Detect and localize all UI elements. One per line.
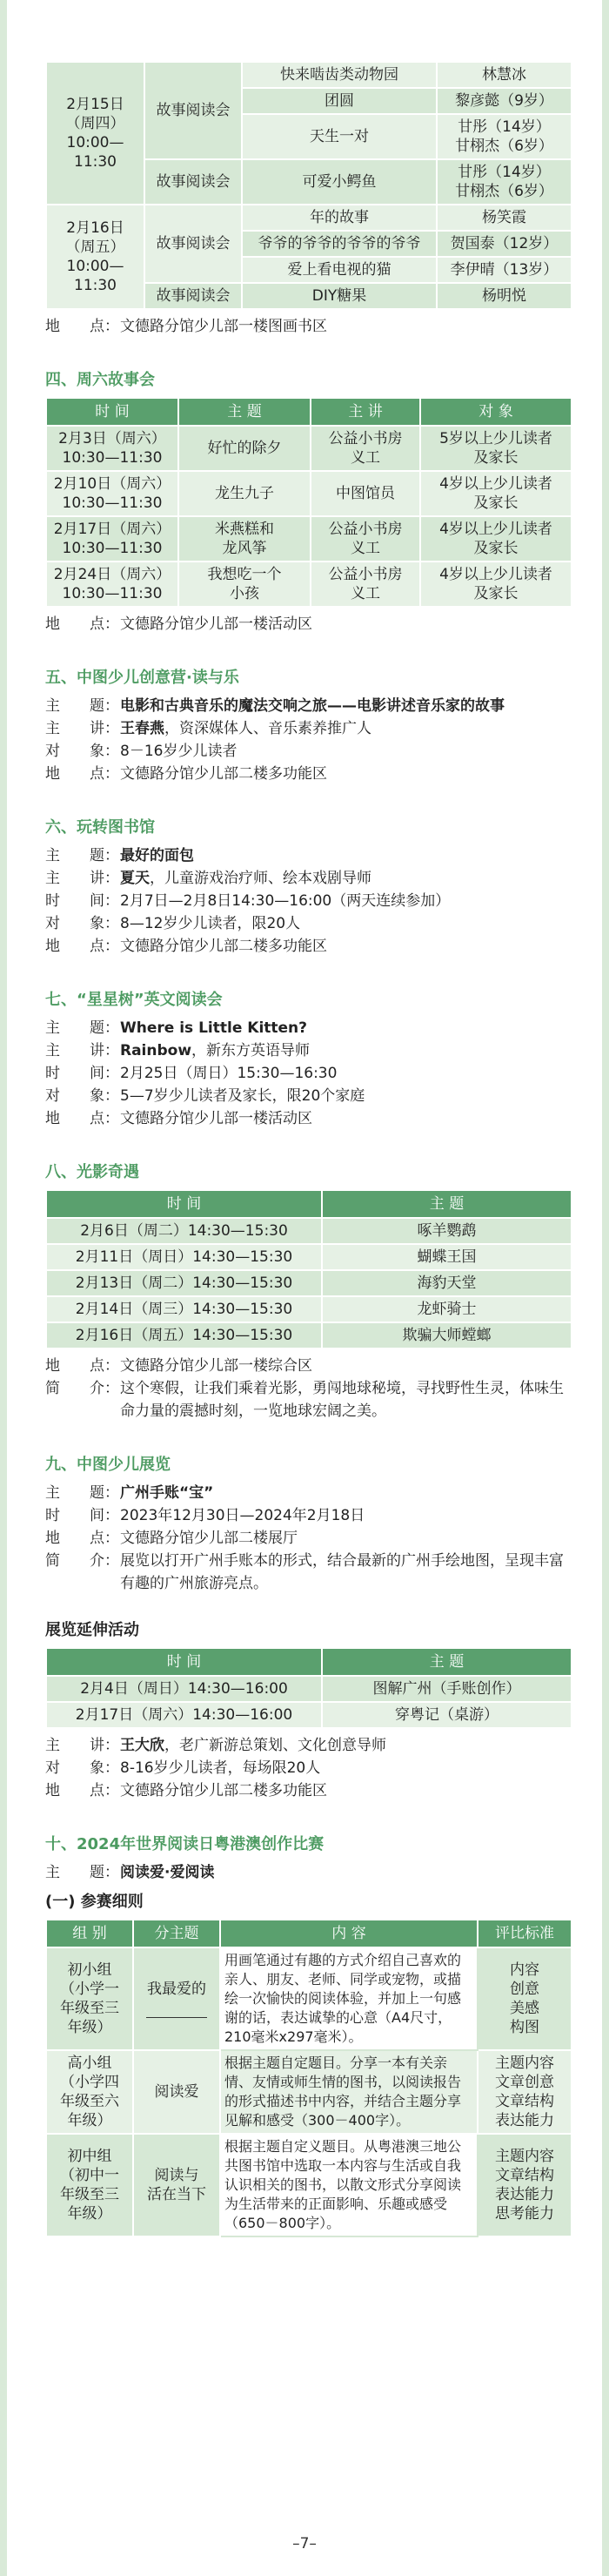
target-cell: 4岁以上少儿读者 及家长 (420, 471, 572, 516)
value: 最好的面包 (120, 847, 194, 864)
label: 主 题： (45, 1864, 119, 1881)
label: 地 点： (45, 615, 119, 633)
value: 文德路分馆少儿部一楼综合区 (120, 1357, 312, 1375)
label: 主 题： (45, 847, 119, 864)
time-cell: 2月6日（周二）14:30—15:30 (46, 1218, 322, 1244)
table-row (46, 2134, 572, 2236)
location-row (45, 1107, 571, 1130)
date-cell: 2月16日 （周五） 10:00—11:30 (46, 205, 144, 309)
label: 时 间： (45, 1507, 119, 1524)
value: 文德路分馆少儿部一楼图画书区 (120, 318, 327, 335)
book-cell: DIY糖果 (242, 283, 437, 309)
book-cell: 快来啮齿类动物园 (242, 62, 437, 88)
target-row (45, 912, 571, 935)
book-cell: 可爱小鳄鱼 (242, 159, 437, 205)
table-row (46, 471, 572, 516)
time-cell: 2月4日（周日）14:30—16:00 (46, 1676, 322, 1702)
criteria-cell: 主题内容 文章创意 文章结构 表达能力 (478, 2050, 572, 2134)
column-header: 评比标准 (478, 1920, 572, 1947)
value: 8-16岁少儿读者，每场限20人 (120, 1759, 321, 1777)
value: 文德路分馆少儿部二楼多功能区 (120, 938, 327, 955)
time-cell: 2月14日（周三）14:30—15:30 (46, 1296, 322, 1322)
label: 主 题： (45, 1484, 119, 1502)
speaker-name: Rainbow (120, 1042, 192, 1059)
reader-cell: 杨明悦 (437, 283, 572, 309)
time-cell: 2月13日（周二）14:30—15:30 (46, 1270, 322, 1296)
section-title: 十、2024年世界阅读日粤港澳创作比赛 (45, 1835, 325, 1853)
column-header: 时 间 (46, 1190, 322, 1218)
date-cell: 2月15日 （周四） 10:00—11:30 (46, 62, 144, 205)
activity-cell: 故事阅读会 (144, 159, 242, 205)
time-row (45, 1062, 571, 1085)
topic-row (45, 1482, 571, 1504)
label: 对 象： (45, 743, 119, 760)
section-title: 五、中图少儿创意营·读与乐 (45, 669, 239, 687)
topic-cell: 龙生九子 (178, 471, 311, 516)
value: 这个寒假，让我们乘着光影，勇闯地球秘境，寻找野性生灵，体味生命力量的震撼时刻，一览地球宏阔之美。 (120, 1380, 564, 1420)
location-row (45, 315, 571, 338)
location-row (45, 1779, 571, 1802)
target-row (45, 1757, 571, 1779)
label: 主 题： (45, 697, 119, 715)
value: 阅读爱·爱阅读 (120, 1864, 215, 1881)
label: 对 象： (45, 1087, 119, 1105)
time-cell: 2月24日（周六） 10:30—11:30 (46, 562, 178, 607)
subtopic-cell: 阅读与 活在当下 (133, 2134, 220, 2236)
intro-row (45, 1550, 571, 1595)
column-header: 主 题 (322, 1190, 572, 1218)
table-row (46, 1296, 572, 1322)
topic-cell: 图解广州（手账创作） (322, 1676, 572, 1702)
light-shadow-table (45, 1189, 572, 1349)
table-header-row (46, 398, 572, 426)
column-header: 主 讲 (311, 398, 420, 426)
saturday-story-table (45, 397, 572, 608)
topic-row (45, 695, 571, 717)
label: 主 讲： (45, 1042, 119, 1059)
label: 主 讲： (45, 870, 119, 887)
book-cell: 团圆 (242, 88, 437, 114)
label: 对 象： (45, 915, 119, 932)
reader-cell: 甘彤（14岁） 甘栩杰（6岁） (437, 159, 572, 205)
column-header: 主 题 (178, 398, 311, 426)
table-row (46, 1322, 572, 1349)
section-title: 六、玩转图书馆 (45, 818, 155, 837)
table-row (46, 562, 572, 607)
value: 2023年12月30日—2024年2月18日 (120, 1507, 365, 1524)
label: 地 点： (45, 1110, 119, 1127)
criteria-cell: 主题内容 文章结构 表达能力 思考能力 (478, 2134, 572, 2236)
activity-cell: 故事阅读会 (144, 62, 242, 159)
table-row (46, 1702, 572, 1728)
page-number: –7– (292, 2535, 317, 2552)
book-cell: 爱上看电视的猫 (242, 257, 437, 283)
subtopic-text: 我最爱的 (147, 1981, 206, 1998)
location-row (45, 763, 571, 785)
topic-cell: 好忙的除夕 (178, 426, 311, 471)
location-row (45, 1355, 571, 1377)
extension-title: 展览延伸活动 (45, 1621, 139, 1639)
speaker-desc: ，资深媒体人、音乐素养推广人 (164, 720, 371, 737)
intro-row (45, 1377, 571, 1423)
location-row (45, 935, 571, 958)
time-cell: 2月17日（周六）14:30—16:00 (46, 1702, 322, 1728)
label: 简 介： (45, 1380, 119, 1397)
label: 地 点： (45, 938, 119, 955)
value: 文德路分馆少儿部二楼多功能区 (120, 765, 327, 783)
speaker-desc: ，新东方英语导师 (191, 1042, 311, 1059)
label: 时 间： (45, 892, 119, 910)
speaker-name: 王春燕 (120, 720, 164, 737)
value: 文德路分馆少儿部一楼活动区 (120, 615, 312, 633)
time-cell: 2月16日（周五）14:30—15:30 (46, 1322, 322, 1349)
time-row (45, 1504, 571, 1527)
table-row (46, 1244, 572, 1270)
reader-cell: 林慧冰 (437, 62, 572, 88)
speaker-name: 夏天 (120, 870, 150, 887)
speaker-cell: 中图馆员 (311, 471, 420, 516)
value: Where is Little Kitten? (120, 1019, 308, 1037)
topic-cell: 海豹天堂 (322, 1270, 572, 1296)
table-row (46, 1218, 572, 1244)
column-header: 主 题 (322, 1648, 572, 1676)
section-title: 九、中图少儿展览 (45, 1456, 171, 1474)
value: 文德路分馆少儿部二楼多功能区 (120, 1782, 327, 1799)
topic-cell: 我想吃一个 小孩 (178, 562, 311, 607)
content-cell: 用画笔通过有趣的方式介绍自己喜欢的亲人、朋友、老师、同学或宠物，或描绘一次愉快的阅读体验，并加上一句感谢的话，表达诚挚的心意（A4尺寸，210毫米x297毫米）。 (220, 1947, 478, 2050)
table-row (46, 2050, 572, 2134)
topic-row (45, 1861, 571, 1884)
topic-cell: 米燕糕和 龙风筝 (178, 516, 311, 562)
reader-cell: 贺国泰（12岁） (437, 231, 572, 257)
group-cell: 高小组 （小学四 年级至六 年级） (46, 2050, 133, 2134)
activity-cell: 故事阅读会 (144, 205, 242, 283)
speaker-cell: 公益小书房 义工 (311, 426, 420, 471)
value: 2月7日—2月8日14:30—16:00（两天连续参加） (120, 892, 451, 910)
value: 展览以打开广州手账本的形式，结合最新的广州手绘地图，呈现丰富有趣的广州旅游亮点。 (120, 1552, 564, 1592)
topic-cell: 穿粤记（桌游） (322, 1702, 572, 1728)
book-cell: 爷爷的爷爷的爷爷的爷爷 (242, 231, 437, 257)
column-header: 时 间 (46, 1648, 322, 1676)
speaker-cell: 公益小书房 义工 (311, 516, 420, 562)
table-row (46, 426, 572, 471)
activity-cell: 故事阅读会 (144, 283, 242, 309)
label: 地 点： (45, 318, 119, 335)
exhibition-extension-table (45, 1647, 572, 1729)
group-cell: 初中组 （初中一 年级至三 年级） (46, 2134, 133, 2236)
time-row (45, 890, 571, 912)
topic-cell: 蝴蝶王国 (322, 1244, 572, 1270)
label: 地 点： (45, 1530, 119, 1547)
label: 主 讲： (45, 1737, 119, 1754)
label: 地 点： (45, 1357, 119, 1375)
topic-row (45, 1017, 571, 1039)
table-row (46, 1947, 572, 2050)
speaker-row (45, 1734, 571, 1757)
target-cell: 4岁以上少儿读者 及家长 (420, 516, 572, 562)
target-cell: 4岁以上少儿读者 及家长 (420, 562, 572, 607)
speaker-desc: ，儿童游戏治疗师、绘本戏剧导师 (150, 870, 371, 887)
table-row (46, 62, 572, 88)
column-header: 组 别 (46, 1920, 133, 1947)
speaker-desc: ，老广新游总策划、文化创意导师 (164, 1737, 386, 1754)
competition-rules-table (45, 1919, 572, 2237)
column-header: 对 象 (420, 398, 572, 426)
table-header-row (46, 1920, 572, 1947)
value: 文德路分馆少儿部一楼活动区 (120, 1110, 312, 1127)
rules-title: (一) 参赛细则 (45, 1893, 144, 1911)
value: 电影和古典音乐的魔法交响之旅——电影讲述音乐家的故事 (120, 697, 505, 715)
book-cell: 天生一对 (242, 114, 437, 159)
speaker-row (45, 717, 571, 740)
column-header: 分主题 (133, 1920, 220, 1947)
location-row (45, 613, 571, 636)
value: 2月25日（周日）15:30—16:30 (120, 1065, 338, 1082)
value: 8—12岁少儿读者，限20人 (120, 915, 301, 932)
content-cell: 根据主题自定题目。分享一本有关亲情、友情或师生情的图书，以阅读报告的形式描述书中内容，并结合主题分享见解和感受（300－400字）。 (220, 2050, 478, 2134)
column-header: 时 间 (46, 398, 178, 426)
label: 时 间： (45, 1065, 119, 1082)
value: 文德路分馆少儿部二楼展厅 (120, 1530, 298, 1547)
table-row (46, 1676, 572, 1702)
target-row (45, 1085, 571, 1107)
speaker-row (45, 1039, 571, 1062)
column-header: 内 容 (220, 1920, 478, 1947)
target-row (45, 740, 571, 763)
value: 5—7岁少儿读者及家长，限20个家庭 (120, 1087, 365, 1105)
speaker-name: 王大欣 (120, 1737, 164, 1754)
topic-cell: 欺骗大师螳螂 (322, 1322, 572, 1349)
table-row (46, 1270, 572, 1296)
time-cell: 2月17日（周六） 10:30—11:30 (46, 516, 178, 562)
book-cell: 年的故事 (242, 205, 437, 231)
topic-row (45, 844, 571, 867)
label: 地 点： (45, 765, 119, 783)
label: 地 点： (45, 1782, 119, 1799)
time-cell: 2月3日（周六） 10:30—11:30 (46, 426, 178, 471)
target-cell: 5岁以上少儿读者 及家长 (420, 426, 572, 471)
table-row (46, 205, 572, 231)
table-header-row (46, 1190, 572, 1218)
value: 广州手账“宝” (120, 1484, 214, 1502)
table-row (46, 516, 572, 562)
section-title: 四、周六故事会 (45, 371, 155, 389)
speaker-cell: 公益小书房 义工 (311, 562, 420, 607)
speaker-row (45, 867, 571, 890)
label: 简 介： (45, 1552, 119, 1570)
time-cell: 2月10日（周六） 10:30—11:30 (46, 471, 178, 516)
reader-cell: 李伊晴（13岁） (437, 257, 572, 283)
topic-cell: 龙虾骑士 (322, 1296, 572, 1322)
blank-line (146, 2002, 207, 2018)
reader-cell: 甘彤（14岁） 甘栩杰（6岁） (437, 114, 572, 159)
location-row (45, 1527, 571, 1550)
section-title: 七、“星星树”英文阅读会 (45, 991, 223, 1009)
group-cell: 初小组 （小学一 年级至三 年级） (46, 1947, 133, 2050)
label: 主 讲： (45, 720, 119, 737)
reader-cell: 杨笑霞 (437, 205, 572, 231)
reader-cell: 黎彦懿（9岁） (437, 88, 572, 114)
subtopic-cell: 阅读爱 (133, 2050, 220, 2134)
criteria-cell: 内容 创意 美感 构图 (478, 1947, 572, 2050)
label: 主 题： (45, 1019, 119, 1037)
label: 对 象： (45, 1759, 119, 1777)
story-schedule-table (45, 61, 572, 310)
content-cell: 根据主题自定义题目。从粤港澳三地公共图书馆中选取一本内容与生活或自我认识相关的图书，以散文形式分享阅读为生活带来的正面影响、乐趣或感受（650－800字）。 (220, 2134, 478, 2236)
topic-cell: 啄羊鹦鹉 (322, 1218, 572, 1244)
time-cell: 2月11日（周日）14:30—15:30 (46, 1244, 322, 1270)
section-title: 八、光影奇遇 (45, 1163, 139, 1181)
table-header-row (46, 1648, 572, 1676)
subtopic-cell (133, 1947, 220, 2050)
value: 8－16岁少儿读者 (120, 743, 238, 760)
